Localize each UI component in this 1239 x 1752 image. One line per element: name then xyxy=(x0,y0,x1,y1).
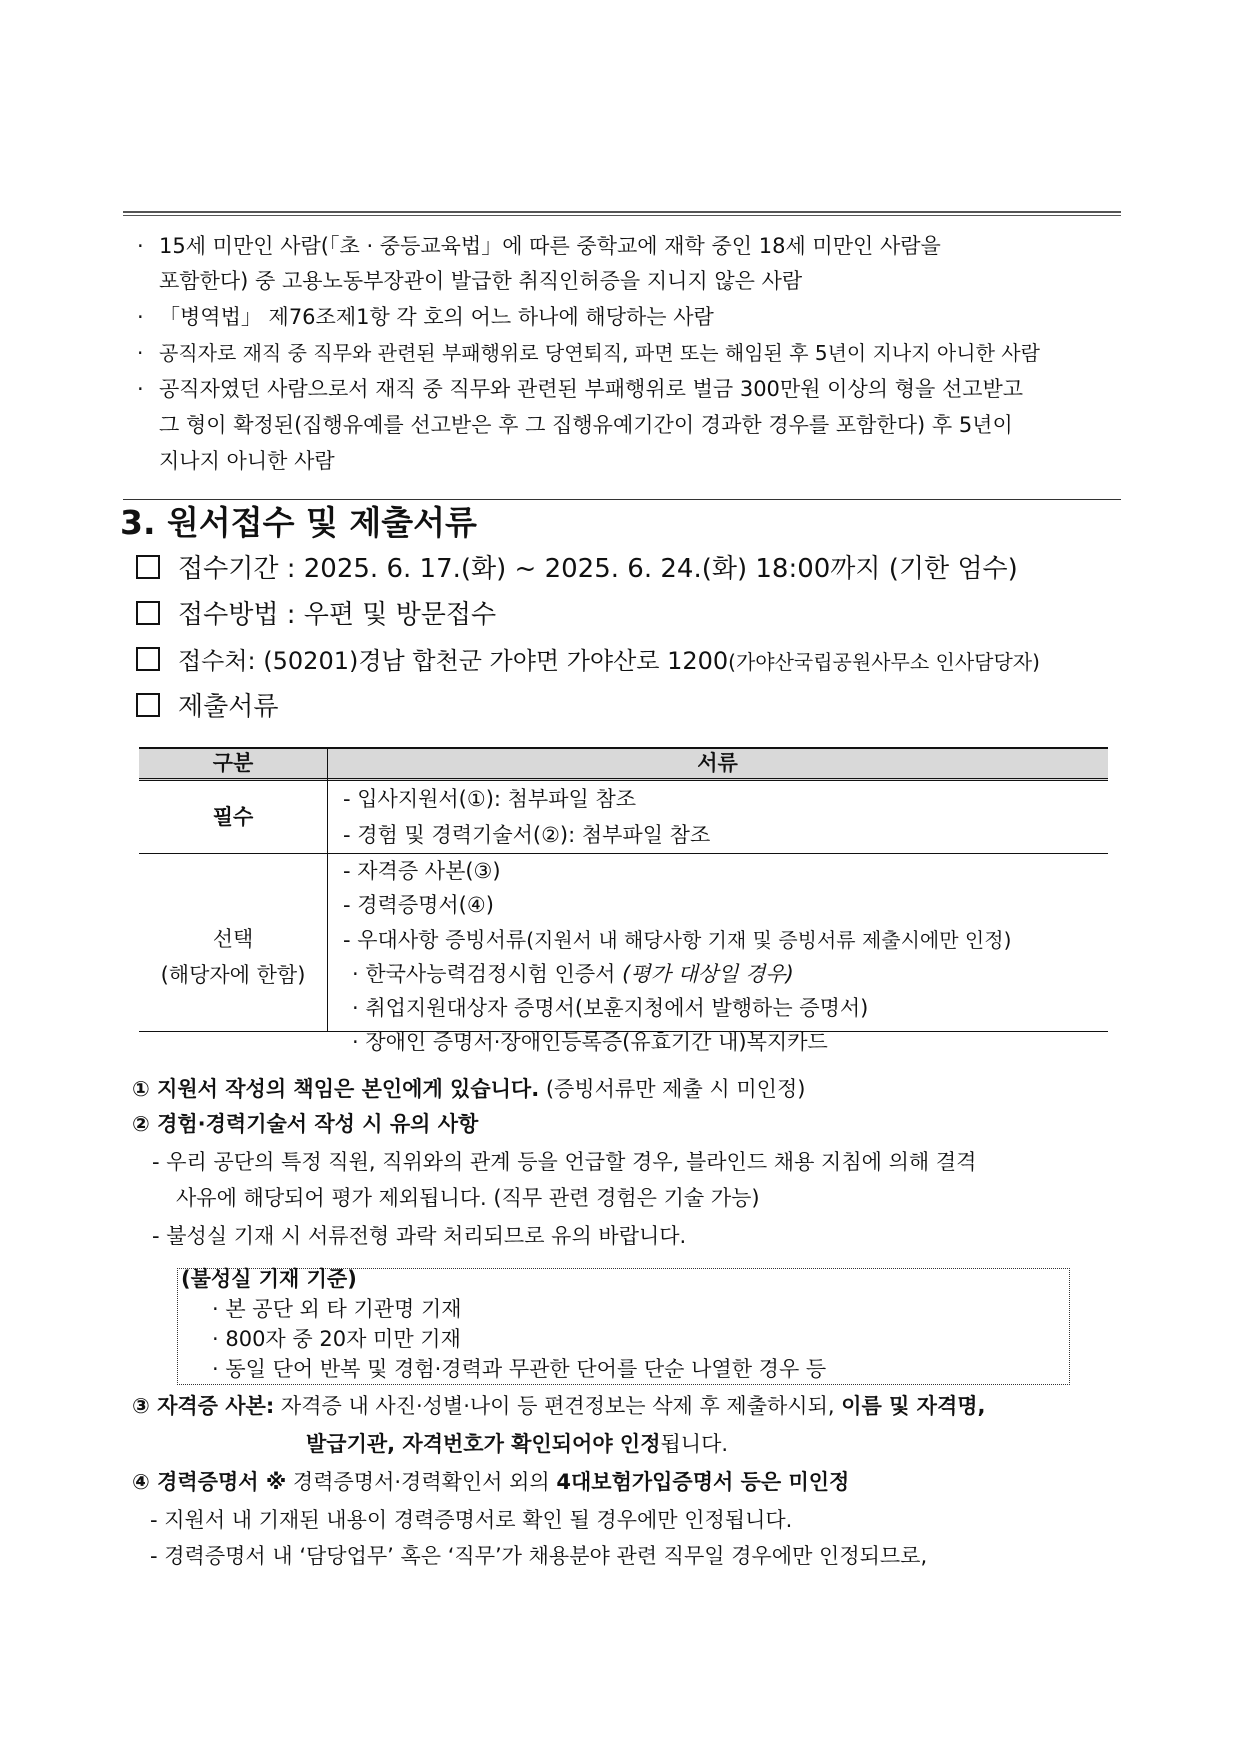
top-double-rule xyxy=(123,211,1121,216)
note-2-title: ② 경험·경력기술서 작성 시 유의 사항 xyxy=(132,1112,479,1136)
table-divider xyxy=(327,747,328,1031)
criteria-box-title: (불성실 기재 기준) xyxy=(181,1267,357,1291)
table-row: · 취업지원대상자 증명서(보훈지청에서 발행하는 증명서) xyxy=(352,996,869,1020)
table-row: · 장애인 증명서·장애인등록증(유효기간 내)복지카드 xyxy=(352,1030,828,1054)
note-2-line: - 불성실 기재 시 서류전형 과락 처리되므로 유의 바랍니다. xyxy=(152,1224,687,1248)
bullet-line: · 15세 미만인 사람(「초 · 중등교육법」에 따른 중학교에 재학 중인 18세 미만인 사람을 xyxy=(137,234,941,258)
required-label: 필수 xyxy=(212,805,254,829)
table-divider xyxy=(327,747,328,781)
table-row: - 입사지원서(①): 첨부파일 참조 xyxy=(343,787,637,811)
note-3: ③ 자격증 사본: 자격증 내 사진·성별·나이 등 편견정보는 삭제 후 제출하시되, 이름 및 자격명, xyxy=(132,1394,986,1418)
checklist-item: 접수방법 : 우편 및 방문접수 xyxy=(136,597,496,633)
note-4-line: - 지원서 내 기재된 내용이 경력증명서로 확인 될 경우에만 인정됩니다. xyxy=(150,1508,793,1532)
bullet-line: 지나지 아니한 사람 xyxy=(159,449,335,473)
checkbox-icon xyxy=(136,693,160,717)
table-header xyxy=(139,747,1108,781)
bullet-line: · 공직자로 재직 중 직무와 관련된 부패행위로 당연퇴직, 파면 또는 해임된 후 5년이 지나지 아니한 사람 xyxy=(137,341,1040,365)
note-1: ① 지원서 작성의 책임은 본인에게 있습니다. (증빙서류만 제출 시 미인정) xyxy=(132,1077,806,1101)
section-title: 3. 원서접수 및 제출서류 xyxy=(120,503,477,542)
checklist-item: 제출서류 xyxy=(136,689,278,725)
checklist-item: 접수기간 : 2025. 6. 17.(화) ~ 2025. 6. 24.(화) 18:00까지 (기한 엄수) xyxy=(136,551,1018,587)
criteria-item: · 800자 중 20자 미만 기재 xyxy=(212,1327,461,1351)
optional-sublabel: (해당자에 한함) xyxy=(160,963,306,987)
table-row: - 우대사항 증빙서류(지원서 내 해당사항 기재 및 증빙서류 제출시에만 인정) xyxy=(343,928,1012,952)
table-row: - 경험 및 경력기술서(②): 첨부파일 참조 xyxy=(343,823,711,847)
table-header-documents: 서류 xyxy=(697,751,738,775)
checkbox-icon xyxy=(136,601,160,625)
checklist-item: 접수처: (50201)경남 합천군 가야면 가야산로 1200(가야산국립공원사무소 인사담당자) xyxy=(136,643,1040,680)
note-4: ④ 경력증명서 ※ 경력증명서·경력확인서 외의 4대보험가입증명서 등은 미인정 xyxy=(132,1470,850,1494)
bullet-line: 포함한다) 중 고용노동부장관이 발급한 취직인허증을 지니지 않은 사람 xyxy=(159,269,803,293)
table-row: - 자격증 사본(③) xyxy=(343,859,501,883)
criteria-item: · 동일 단어 반복 및 경험·경력과 무관한 단어를 단순 나열한 경우 등 xyxy=(212,1357,827,1381)
optional-label: 선택 xyxy=(212,927,254,951)
note-2-line: - 우리 공단의 특정 직원, 직위와의 관계 등을 언급할 경우, 블라인드 채용 지침에 의해 결격 xyxy=(152,1150,977,1174)
checkbox-icon xyxy=(136,647,160,671)
bullet-line: 그 형이 확정된(집행유예를 선고받은 후 그 집행유예기간이 경과한 경우를 포함한다) 후 5년이 xyxy=(159,413,1013,437)
criteria-item: · 본 공단 외 타 기관명 기재 xyxy=(212,1297,462,1321)
table-row: · 한국사능력검정시험 인증서 (평가 대상일 경우) xyxy=(352,962,794,986)
checkbox-icon xyxy=(136,555,160,579)
table-row-divider xyxy=(139,853,1108,854)
note-4-line: - 경력증명서 내 ‘담당업무’ 혹은 ‘직무’가 채용분야 관련 직무일 경우에만 인정되므로, xyxy=(150,1544,928,1568)
table-row: - 경력증명서(④) xyxy=(343,893,494,917)
note-3-line: 발급기관, 자격번호가 확인되어야 인정됩니다. xyxy=(306,1432,729,1456)
bullet-line: · 「병역법」 제76조제1항 각 호의 어느 하나에 해당하는 사람 xyxy=(137,305,714,329)
table-header-category: 구분 xyxy=(212,751,254,775)
note-2-line: 사유에 해당되어 평가 제외됩니다. (직무 관련 경험은 기술 가능) xyxy=(176,1186,760,1210)
bullet-line: · 공직자였던 사람으로서 재직 중 직무와 관련된 부패행위로 벌금 300만원 이상의 형을 선고받고 xyxy=(137,377,1024,401)
